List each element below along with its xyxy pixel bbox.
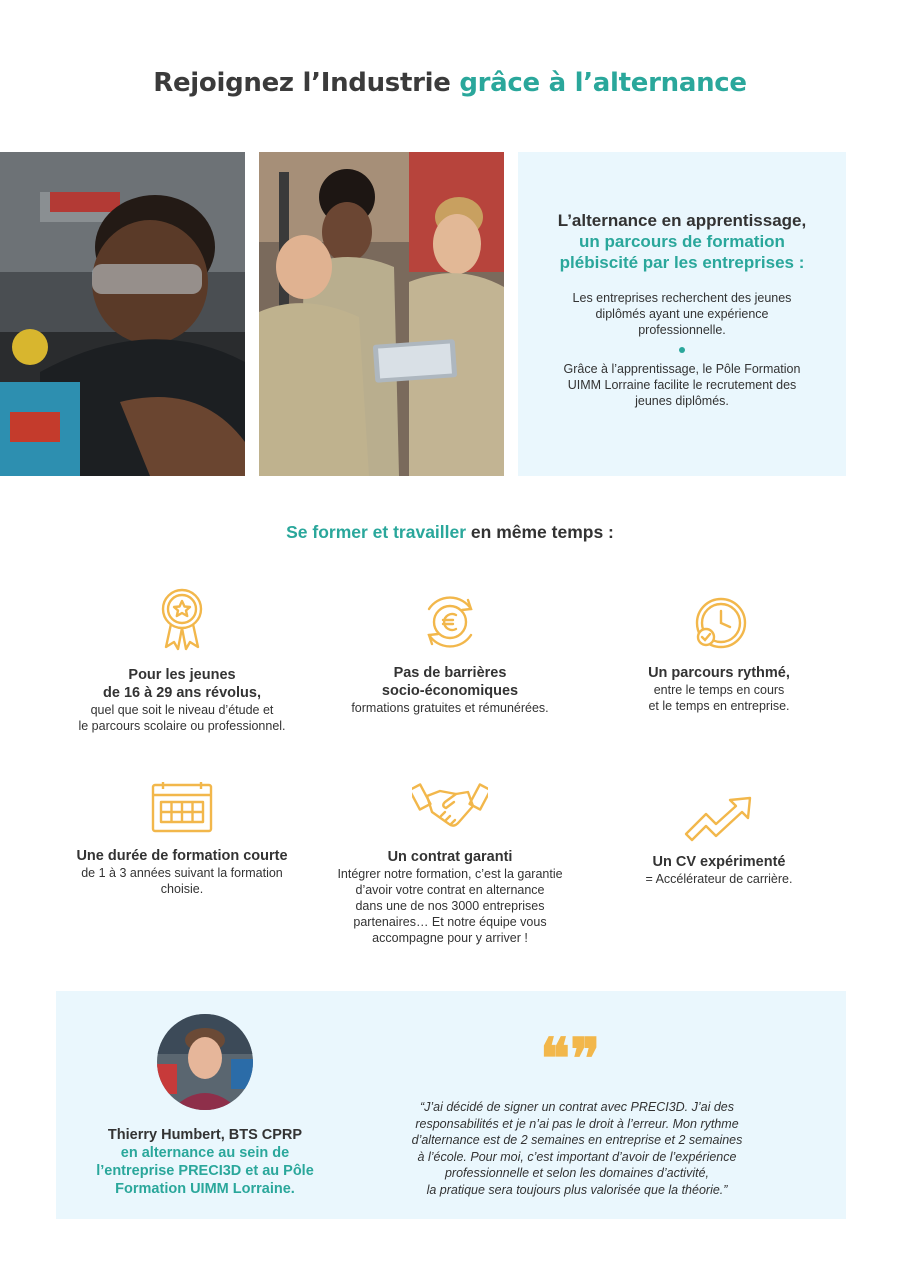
feature-age-title-2: de 16 à 29 ans révolus, [103, 685, 261, 701]
feature-rhythm-desc-1: entre le temps en cours [653, 683, 785, 697]
feature-contract-desc-3: dans une de nos 3000 entreprises [355, 899, 545, 913]
info-heading-line3: plébiscité par les entreprises : [559, 253, 805, 272]
page-title [0, 68, 900, 98]
feature-no-barriers-title-1: Pas de barrières [393, 665, 507, 681]
trend-up-arrow-icon [684, 796, 754, 842]
quote-line-3: d’alternance est de 2 semaines en entreprise et 2 semaines [411, 1133, 743, 1147]
person-name: Thierry Humbert, BTS CPRP [107, 1127, 303, 1143]
quote-line-4: à l’école. Pour moi, c’est important d’avoir de l’expérience [417, 1149, 737, 1164]
feature-no-barriers-title-2: socio-économiques [381, 683, 519, 699]
feature-contract [320, 782, 580, 946]
feature-age [52, 587, 312, 734]
feature-contract-desc-1: Intégrer notre formation, c’est la garantie [337, 867, 563, 881]
feature-contract-desc-2: d’avoir votre contrat en alternance [355, 883, 545, 897]
title-highlight: grâce à l’alternance [459, 68, 747, 98]
clock-check-icon [691, 596, 747, 652]
testimonial-box [56, 991, 846, 1219]
apprenticeship-info-box [518, 152, 846, 476]
person-role-3: Formation UIMM Lorraine. [115, 1181, 295, 1197]
avatar [157, 1014, 253, 1110]
feature-cv-title: Un CV expérimenté [652, 854, 786, 870]
info-heading-line2: un parcours de formation [579, 232, 785, 251]
award-ribbon-icon [157, 587, 207, 653]
feature-no-barriers-desc: formations gratuites et rémunérées. [351, 701, 549, 715]
feature-cv-desc: = Accélérateur de carrière. [645, 872, 793, 886]
info-heading-line1: L’alternance en apprentissage, [557, 211, 807, 230]
feature-age-title-1: Pour les jeunes [128, 667, 236, 683]
feature-no-barriers [320, 591, 580, 716]
quote-mark-icon: ❝❞ [540, 1026, 601, 1092]
handshake-icon [412, 782, 488, 834]
testimonial-quote [374, 1099, 780, 1198]
calendar-icon [151, 782, 213, 834]
feature-rhythm-desc-2: et le temps en entreprise. [648, 699, 790, 713]
bullet-dot [679, 347, 685, 353]
person-caption [70, 1126, 340, 1198]
feature-contract-desc-4: partenaires… Et notre équipe vous [353, 915, 547, 929]
feature-age-desc-1: quel que soit le niveau d’étude et [90, 703, 274, 717]
feature-contract-desc-5: accompagne pour y arriver ! [372, 931, 528, 945]
feature-duration-desc-2: choisie. [160, 882, 204, 896]
feature-rhythm-title: Un parcours rythmé, [648, 665, 790, 681]
section-heading [0, 522, 900, 543]
section-heading-rest: en même temps : [466, 522, 614, 542]
feature-age-desc-2: le parcours scolaire ou professionnel. [78, 719, 286, 733]
quote-line-5: professionnelle et selon les domaines d’activité, [444, 1166, 710, 1180]
info-heading [518, 210, 846, 273]
quote-line-1: “J’ai décidé de signer un contrat avec PRECI3D. J’ai des [419, 1100, 735, 1114]
info-paragraph-2: Grâce à l’apprentissage, le Pôle Formation UIMM Lorraine facilite le recrutement des jeunes diplômés. [563, 362, 801, 408]
feature-rhythm [589, 596, 849, 714]
feature-contract-title: Un contrat garanti [387, 849, 513, 865]
info-paragraph-1: Les entreprises recherchent des jeunes diplômés ayant une expérience professionnelle. [572, 291, 792, 337]
feature-cv [589, 796, 849, 887]
photo-apprentice-working [0, 152, 245, 476]
quote-line-6: la pratique sera toujours plus valorisée que la théorie.” [426, 1182, 728, 1197]
person-role-1: en alternance au sein de [120, 1145, 290, 1161]
euro-cycle-icon [419, 591, 481, 653]
feature-duration-desc-1: de 1 à 3 années suivant la formation [81, 866, 283, 880]
quote-line-2: responsabilités et je n’ai pas le droit à l’erreur. Mon rythme [415, 1116, 739, 1131]
feature-duration-title: Une durée de formation courte [76, 848, 288, 864]
section-heading-highlight: Se former et travailler [286, 522, 467, 542]
photo-team-tablet [259, 152, 504, 476]
title-part1: Rejoignez l’Industrie [153, 68, 460, 98]
feature-duration [52, 782, 312, 897]
person-role-2: l’entreprise PRECI3D et au Pôle [96, 1163, 314, 1179]
